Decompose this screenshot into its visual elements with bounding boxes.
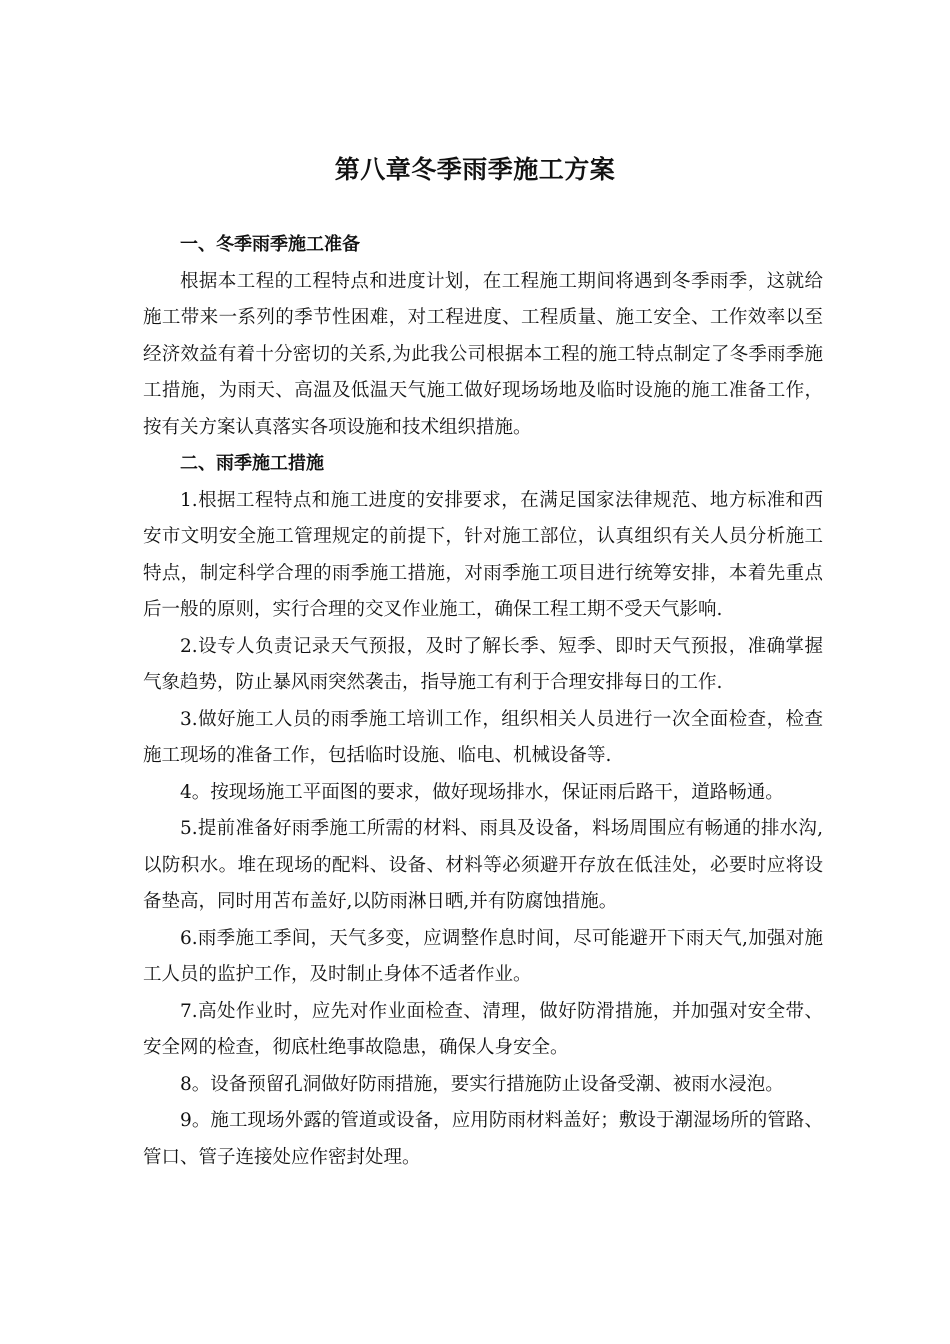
- measure-item-5: 5.提前准备好雨季施工所需的材料、雨具及设备，料场周围应有畅通的排水沟,以防积水。堆在现场的配料、设备、材料等必须避开存放在低洼处，必要时应将设备垫高，同时用苫布盖好,以防雨淋日晒,并有防腐蚀措施。: [143, 818, 823, 912]
- measure-item-6: 6.雨季施工季间，天气多变，应调整作息时间，尽可能避开下雨天气,加强对施工人员的监护工作，及时制止身体不适者作业。: [143, 927, 823, 985]
- measure-item-1: 1.根据工程特点和施工进度的安排要求，在满足国家法律规范、地方标准和西安市文明安全施工管理规定的前提下，针对施工部位，认真组织有关人员分析施工特点，制定科学合理的雨季施工措施，对雨季施工项目进行统筹安排，本着先重点后一般的原则，实行合理的交叉作业施工，确保工程工期不受天气影响.: [143, 489, 823, 620]
- paragraph-preparation: 根据本工程的工程特点和进度计划，在工程施工期间将遇到冬季雨季，这就给施工带来一系列的季节性困难，对工程进度、工程质量、施工安全、工作效率以至经济效益有着十分密切的关系,为此我公司根据本工程的施工特点制定了冬季雨季施工措施，为雨天、高温及低温天气施工做好现场场地及临时设施的施工准备工作，按有关方案认真落实各项设施和技术组织措施。: [143, 270, 823, 438]
- section-heading-winter-rain-preparation: 一、冬季雨季施工准备: [180, 234, 360, 255]
- measure-item-8: 8。设备预留孔洞做好防雨措施，要实行措施防止设备受潮、被雨水浸泡。: [180, 1073, 784, 1095]
- measure-item-2: 2.设专人负责记录天气预报，及时了解长季、短季、即时天气预报，准确掌握气象趋势，防止暴风雨突然袭击，指导施工有利于合理安排每日的工作.: [143, 635, 823, 693]
- measure-item-4: 4。按现场施工平面图的要求，做好现场排水，保证雨后路干，道路畅通。: [180, 781, 784, 803]
- measure-item-9: 9。施工现场外露的管道或设备，应用防雨材料盖好；敷设于潮湿场所的管路、管口、管子连接处应作密封处理。: [143, 1110, 823, 1168]
- section-heading-rainy-season-measures: 二、雨季施工措施: [180, 453, 324, 474]
- document-body: [143, 227, 823, 1176]
- measure-item-3: 3.做好施工人员的雨季施工培训工作，组织相关人员进行一次全面检查，检查施工现场的准备工作，包括临时设施、临电、机械设备等.: [143, 708, 823, 766]
- page-title: 第八章冬季雨季施工方案: [334, 155, 616, 184]
- measure-item-7: 7.高处作业时，应先对作业面检查、清理，做好防滑措施，并加强对安全带、安全网的检查，彻底杜绝事故隐患，确保人身安全。: [143, 1000, 823, 1058]
